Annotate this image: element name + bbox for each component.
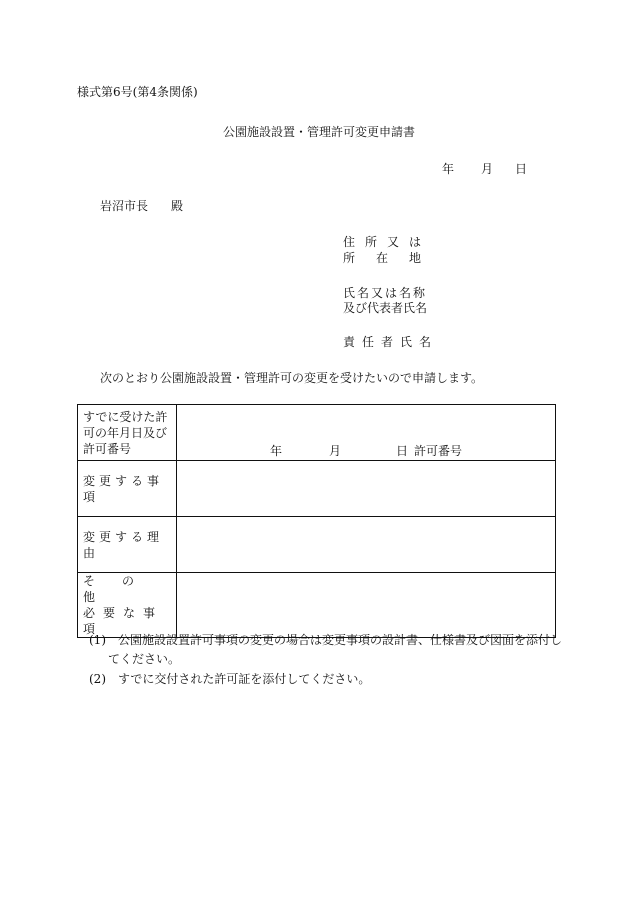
- date-year-label: 年: [442, 162, 455, 176]
- other-items-head: [78, 573, 177, 638]
- change-items-field[interactable]: [177, 461, 556, 517]
- form-id: 様式第6号(第4条関係): [77, 85, 198, 99]
- prior-permit-head-line: すでに受けた許: [83, 409, 168, 424]
- page-title: 公園施設設置・管理許可変更申請書: [223, 125, 416, 139]
- other-items-field[interactable]: [177, 573, 556, 638]
- date-day-label: 日: [515, 162, 528, 176]
- name-label-line2: 及び代表者氏名: [343, 301, 428, 315]
- prior-permit-head-line: 許可番号: [83, 441, 132, 456]
- address-label-line1: 住所又は: [343, 235, 432, 249]
- table-row: [78, 461, 556, 517]
- prior-permit-field[interactable]: [177, 405, 556, 461]
- date-month-label: 月: [481, 162, 494, 176]
- table-row: [78, 573, 556, 638]
- change-items-head: 変更する事項: [78, 461, 177, 517]
- change-reason-head: 変更する理由: [78, 517, 177, 573]
- table-row: [78, 405, 556, 461]
- note-1-continuation: てください。: [108, 652, 181, 666]
- application-table: [77, 404, 556, 638]
- prior-permit-month-label: 月: [329, 444, 342, 458]
- intro-text: 次のとおり公園施設設置・管理許可の変更を受けたいので申請します。: [100, 371, 484, 385]
- prior-permit-day-label: 日: [396, 444, 409, 458]
- note-2-text: すでに交付された許可証を添付してください。: [118, 672, 371, 686]
- addressee-suffix: 殿: [171, 199, 184, 213]
- other-items-head-line2: 必要な事項: [83, 606, 164, 636]
- prior-permit-head-line: 可の年月日及び: [83, 425, 168, 440]
- change-reason-field[interactable]: [177, 517, 556, 573]
- note-1-text: 公園施設設置許可事項の変更の場合は変更事項の設計書、仕様書及び図面を添付し: [118, 633, 563, 647]
- prior-permit-year-label: 年: [270, 444, 283, 458]
- permit-number-label: 許可番号: [414, 444, 463, 458]
- prior-permit-date-row: [177, 405, 555, 460]
- table-row: [78, 517, 556, 573]
- address-label-line2: 所在地: [343, 251, 443, 265]
- responsible-person-label: 責任者氏名: [343, 335, 439, 349]
- prior-permit-head: [78, 405, 177, 461]
- note-1-number: (1): [89, 633, 106, 647]
- note-2-number: (2): [89, 672, 106, 686]
- addressee-name: 岩沼市長: [100, 199, 149, 213]
- other-items-head-line1: その他: [83, 574, 162, 604]
- name-label-line1: 氏名又は名称: [343, 286, 428, 300]
